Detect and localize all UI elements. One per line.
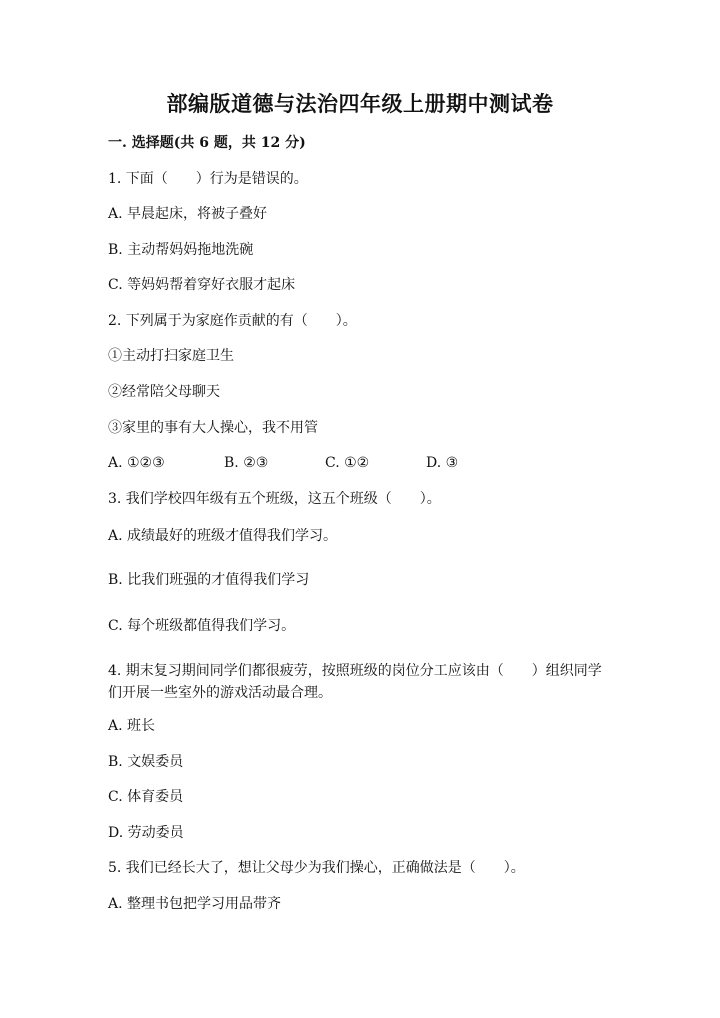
question-3-option-b: B. 比我们班强的才值得我们学习 — [108, 572, 310, 588]
question-2-option-a: A. ①②③ — [108, 455, 165, 471]
question-1-option-a: A. 早晨起床，将被子叠好 — [108, 206, 268, 222]
question-2-option-b: B. ②③ — [224, 455, 269, 471]
question-2-option-d: D. ③ — [426, 455, 459, 471]
question-4-stem: 4. 期末复习期间同学们都很疲劳，按照班级的岗位分工应该由（ ）组织同学们开展一些室外的游戏活动最合理。 — [108, 663, 602, 701]
exam-title: 部编版道德与法治四年级上册期中测试卷 — [166, 91, 554, 116]
question-4-option-a: A. 班长 — [108, 718, 156, 734]
question-3-stem: 3. 我们学校四年级有五个班级，这五个班级（ ）。 — [108, 491, 441, 507]
question-2-item-1: ①主动打扫家庭卫生 — [108, 348, 234, 364]
question-2-item-2: ②经常陪父母聊天 — [108, 384, 220, 400]
question-5-stem: 5. 我们已经长大了，想让父母少为我们操心，正确做法是（ ）。 — [108, 860, 525, 876]
question-4-option-d: D. 劳动委员 — [108, 825, 184, 841]
question-1-option-c: C. 等妈妈帮着穿好衣服才起床 — [108, 277, 296, 293]
question-2-stem: 2. 下列属于为家庭作贡献的有（ ）。 — [108, 313, 357, 329]
question-3-option-c: C. 每个班级都值得我们学习。 — [108, 618, 296, 634]
question-2-option-c: C. ①② — [325, 455, 370, 471]
question-1-stem: 1. 下面（ ）行为是错误的。 — [108, 171, 308, 187]
question-3-option-a: A. 成绩最好的班级才值得我们学习。 — [108, 528, 338, 544]
section-heading: 一. 选择题(共 6 题，共 12 分) — [108, 135, 306, 151]
question-4-option-c: C. 体育委员 — [108, 789, 184, 805]
question-2-item-3: ③家里的事有大人操心，我不用管 — [108, 420, 318, 436]
question-1-option-b: B. 主动帮妈妈拖地洗碗 — [108, 242, 254, 258]
question-5-option-a: A. 整理书包把学习用品带齐 — [108, 896, 282, 912]
question-4-option-b: B. 文娱委员 — [108, 754, 184, 770]
